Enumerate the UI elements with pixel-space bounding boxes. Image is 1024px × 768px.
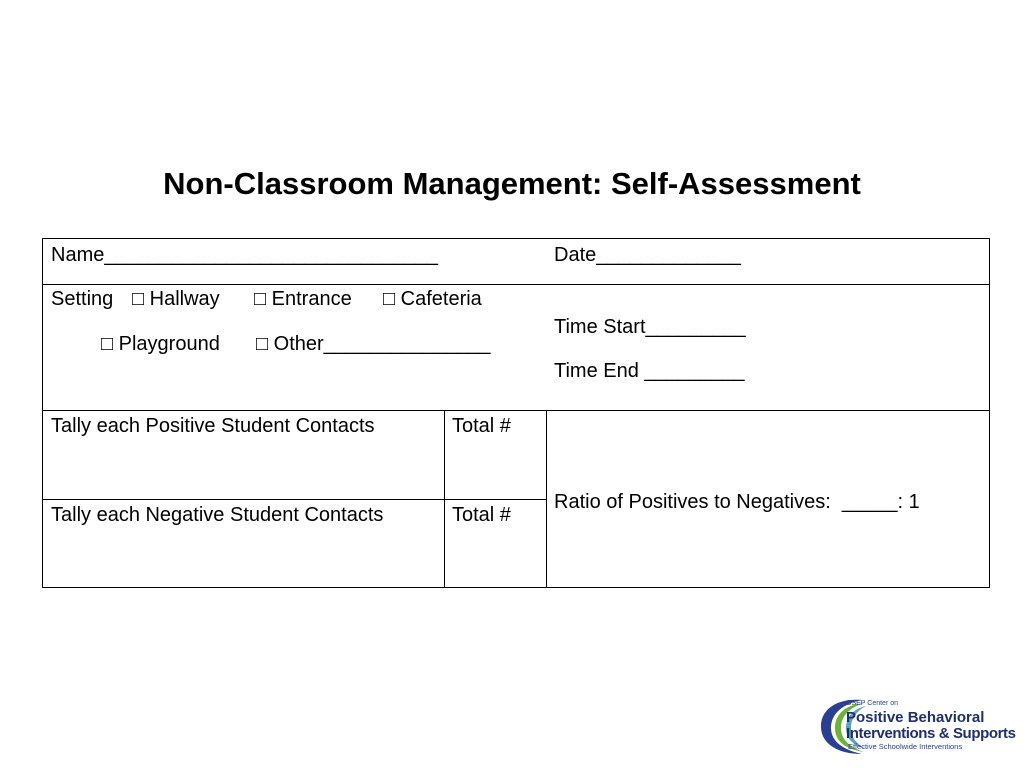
name-field[interactable]: Name______________________________ <box>51 244 439 266</box>
time-start-field[interactable]: Time Start_________ <box>554 316 746 338</box>
setting-option-other[interactable]: □ Other_______________ <box>256 333 491 355</box>
setting-option-entrance[interactable]: □ Entrance <box>254 288 352 310</box>
negative-total-label: Total # <box>452 504 511 526</box>
setting-label: Setting <box>51 288 114 310</box>
row-divider <box>43 410 989 411</box>
positive-total-label: Total # <box>452 415 511 437</box>
time-end-field[interactable]: Time End _________ <box>554 360 745 382</box>
negative-tally-label: Tally each Negative Student Contacts <box>51 504 384 526</box>
setting-option-cafeteria[interactable]: □ Cafeteria <box>383 288 482 310</box>
ratio-field[interactable]: Ratio of Positives to Negatives: _____: 1 <box>554 491 920 513</box>
pbis-logo <box>818 696 1020 758</box>
logo-tagline: Effective Schoolwide Interventions <box>848 742 963 751</box>
column-divider <box>444 410 445 587</box>
page-title: Non-Classroom Management: Self-Assessment <box>163 166 861 201</box>
date-field[interactable]: Date_____________ <box>554 244 741 266</box>
setting-option-hallway[interactable]: □ Hallway <box>132 288 220 310</box>
setting-option-playground[interactable]: □ Playground <box>101 333 220 355</box>
row-divider <box>43 284 989 285</box>
column-divider <box>546 410 547 587</box>
positive-tally-label: Tally each Positive Student Contacts <box>51 415 375 437</box>
logo-line-name1: Positive Behavioral <box>846 709 985 726</box>
logo-line-name2: Interventions & Supports <box>846 725 1016 742</box>
row-divider <box>43 499 547 500</box>
self-assessment-form <box>42 238 990 588</box>
logo-line-center: OSEP Center on <box>846 700 899 707</box>
